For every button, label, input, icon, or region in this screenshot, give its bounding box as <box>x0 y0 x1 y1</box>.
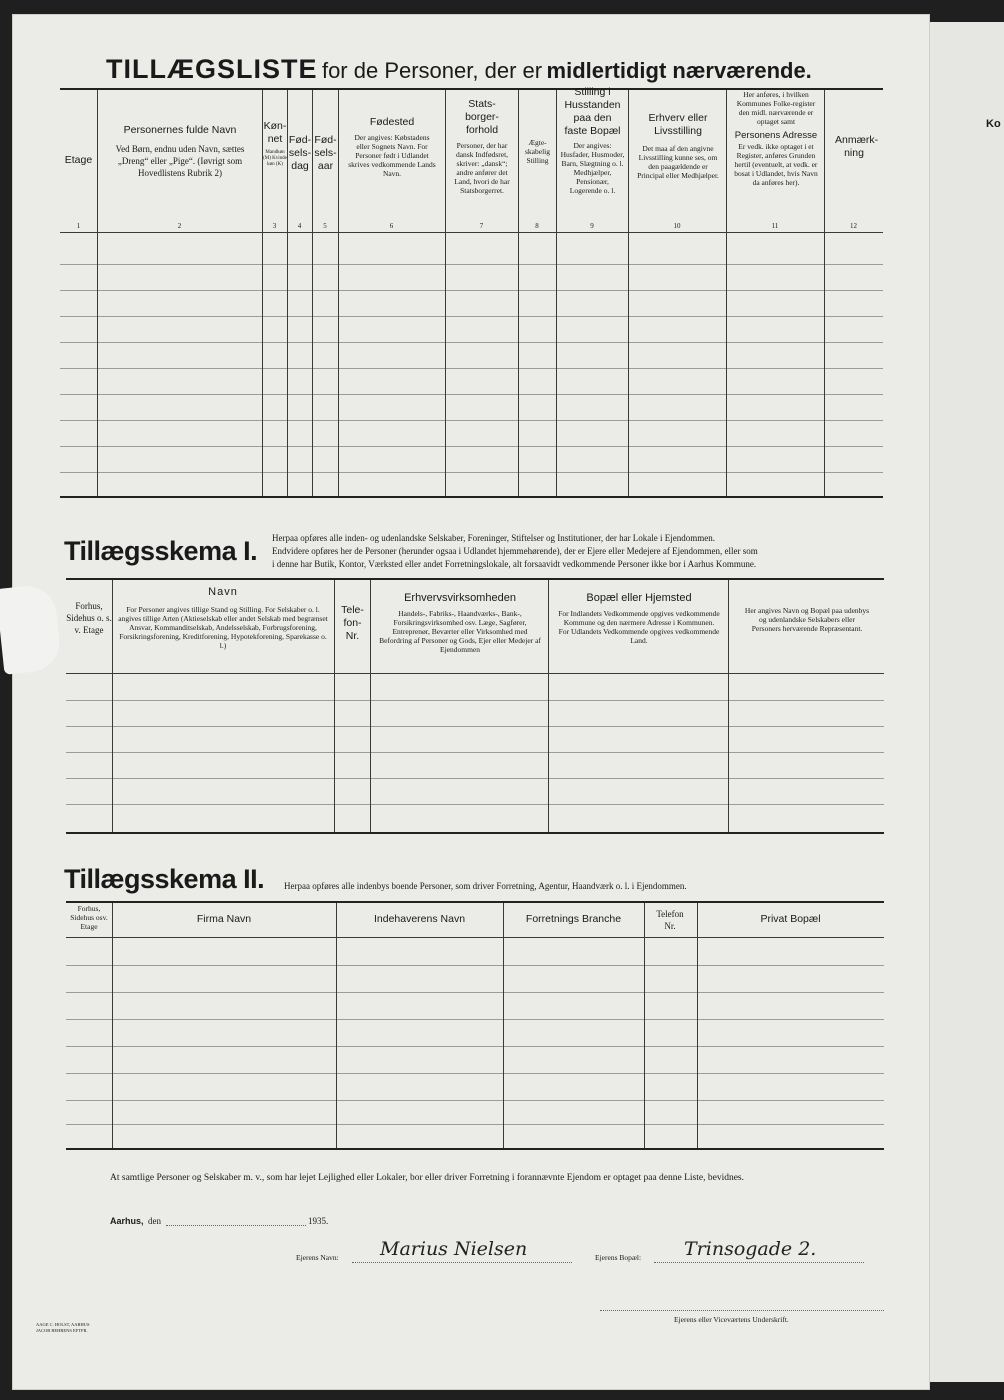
footer-place: Aarhus, <box>110 1216 144 1226</box>
signature-line <box>600 1310 884 1311</box>
footer-year: 1935. <box>308 1216 329 1226</box>
col-fodested: Fødested Der angives: Købstadens eller Sognets Navn. For Personer født i Udlandet skrives vedkommende Lands Navn. <box>348 116 436 178</box>
next-page-label: Ko <box>986 118 1001 130</box>
skema2-col-etage: Forhus, Sidehus osv. Etage <box>70 904 108 931</box>
skema2-col-firma: Firma Navn <box>196 913 252 925</box>
skema1-text-1: Herpaa opføres alle inden- og udenlandske Selskaber, Foreninger, Stiftelser og Institutioner, der har Lokale i Ejendommen. <box>272 533 716 543</box>
col-num-9: 9 <box>590 222 594 230</box>
owner-signature: Marius Nielsen <box>380 1238 528 1260</box>
col-statsborger: Stats-borger-forhold Personer, der har dansk Indfødsret, skriver: „dansk“; andre anfører det Land, hvori de har Statsborgerret. <box>454 98 510 195</box>
col-num-12: 12 <box>850 222 857 230</box>
signature-caption: Ejerens eller Viceværtens Underskrift. <box>674 1315 789 1324</box>
col-adresse: Her anføres, i hvilken Kommunes Folke-register den midl. nærværende er optaget samt Personens Adresse Er vedk. ikke optaget i et Register, anføres Grunden hertil (eventuelt, at vedk. er bosat i Udlandet, hvis Navn da anføres her). <box>734 90 818 187</box>
address-handwritten: Trinsogade 2. <box>684 1238 817 1260</box>
owner-label: Ejerens Navn: <box>296 1253 339 1262</box>
skema1-col-bopael: Bopæl eller Hjemsted For Indlandets Vedkommende opgives vedkommende Kommune og den nærmere Adresse i Kommunen. For Udlandets Vedkommende opgives vedkommende Land. <box>558 592 720 645</box>
col-num-7: 7 <box>479 222 484 230</box>
skema1-col-repraesentant: Her angives Navn og Bopæl paa udenbys og udenlandske Selskabers eller Personers herværende Repræsentant. <box>744 606 870 633</box>
col-num-6: 6 <box>389 222 394 230</box>
col-num-1: 1 <box>76 222 81 230</box>
col-fodselsdag: Fød-sels-dag <box>288 134 312 172</box>
skema1-col-etage: Forhus, Sidehus o. s. v. Etage <box>66 601 112 635</box>
col-num-11: 11 <box>771 222 779 230</box>
skema1-col-navn: Navn For Personer angives tillige Stand og Stilling. For Selskaber o. l. angives tillige Arten (Aktieselskab eller andet Selskab med begrænset Ansvar, Kommanditselskab, Andelsselskab, Forbrugsforening, Forsikringsforening, Kreditforening, Hypotekforening, Sparekasse o. l.) <box>118 586 328 650</box>
title-main: TILLÆGSLISTE <box>106 54 318 84</box>
col-erhverv: Erhverv eller Livsstilling Det maa af den angivne Livsstilling kunne ses, om den paagældende er Principal eller Medhjælper. <box>637 112 719 180</box>
col-aegteskabelig: Ægte-skabelig Stilling <box>525 138 550 165</box>
col-num-2: 2 <box>177 222 182 230</box>
printer-imprint: AAGE C. HOLST, AARHUS JACOB BEHRENS EFTFR. <box>36 1322 90 1333</box>
col-num-8: 8 <box>535 222 539 230</box>
skema1-title: Tillægsskema I. <box>64 536 258 566</box>
footer-den: den <box>148 1216 161 1226</box>
col-num-5: 5 <box>323 222 327 230</box>
title-bold: midlertidigt nærværende. <box>546 58 812 83</box>
skema2-text: Herpaa opføres alle indenbys boende Personer, som driver Forretning, Agentur, Haandværk o. l. i Ejendommen. <box>284 881 687 891</box>
footer-statement: At samtlige Personer og Selskaber m. v., som har lejet Lejlighed eller Lokaler, bor eller driver Forretning i forannævnte Ejendom er optaget paa denne Liste, bevidnes. <box>110 1173 744 1183</box>
skema2-title: Tillægsskema II. <box>64 864 265 894</box>
col-num-10: 10 <box>673 222 681 230</box>
col-anmaerkning: Anmærk-ning <box>835 134 879 159</box>
skema2-col-indehaver: Indehaverens Navn <box>373 913 466 925</box>
col-navn: Personernes fulde Navn Ved Børn, endnu uden Navn, sættes „Dreng“ eller „Pige“. (Iøvrigt som Hovedlistens Rubrik 2) <box>115 124 245 178</box>
col-fodselsaar: Fød-sels-aar <box>314 134 337 172</box>
skema1-text-3: i denne har Butik, Kontor, Værksted eller andet Forretningslokale, alt forsaavidt vedkommende Personer ikke bor i Aarhus Kommune. <box>272 559 757 569</box>
skema2-col-branche: Forretnings Branche <box>525 913 622 925</box>
col-num-3: 3 <box>272 222 277 230</box>
col-konnet: Køn-net Mandkøn (M) Kvindekøn (K) <box>263 120 287 167</box>
next-page-edge <box>918 22 1004 1382</box>
col-etage: Etage <box>64 154 93 166</box>
address-label: Ejerens Bopæl: <box>595 1253 642 1262</box>
page-title <box>106 54 812 85</box>
title-pre: for de Personer, der er <box>321 58 543 83</box>
date-line <box>166 1225 306 1226</box>
col-stilling: Stilling i Husstanden paa den faste Bopæl Der angives: Husfader, Husmoder, Barn, Slægtning o. l. Medhjælper, Pensionær, Logerende o. l. <box>560 86 625 195</box>
col-num-4: 4 <box>297 222 302 230</box>
skema1-text-2: Endvidere opføres her de Personer (herunder ogsaa i Udlandet hjemmehørende), der er Ejere eller Medejere af Ejendommen, eller som <box>272 546 758 556</box>
skema2-col-telefon: Telefon Nr. <box>656 909 684 931</box>
owner-line <box>352 1262 572 1263</box>
skema1-col-telefon: Tele-fon-Nr. <box>341 604 364 642</box>
skema2-col-privat: Privat Bopæl <box>760 913 821 925</box>
address-line <box>654 1262 864 1263</box>
skema1-col-erhverv: Erhvervsvirksomheden Handels-, Fabriks-, Haandværks-, Bank-, Forsikringsvirksomhed osv. Læge, Sagfører, Entreprenør, Beværter eller Virksomhed med Befordring af Personer og Gods, Ejer eller Medejer af Ejendommen <box>379 592 541 654</box>
